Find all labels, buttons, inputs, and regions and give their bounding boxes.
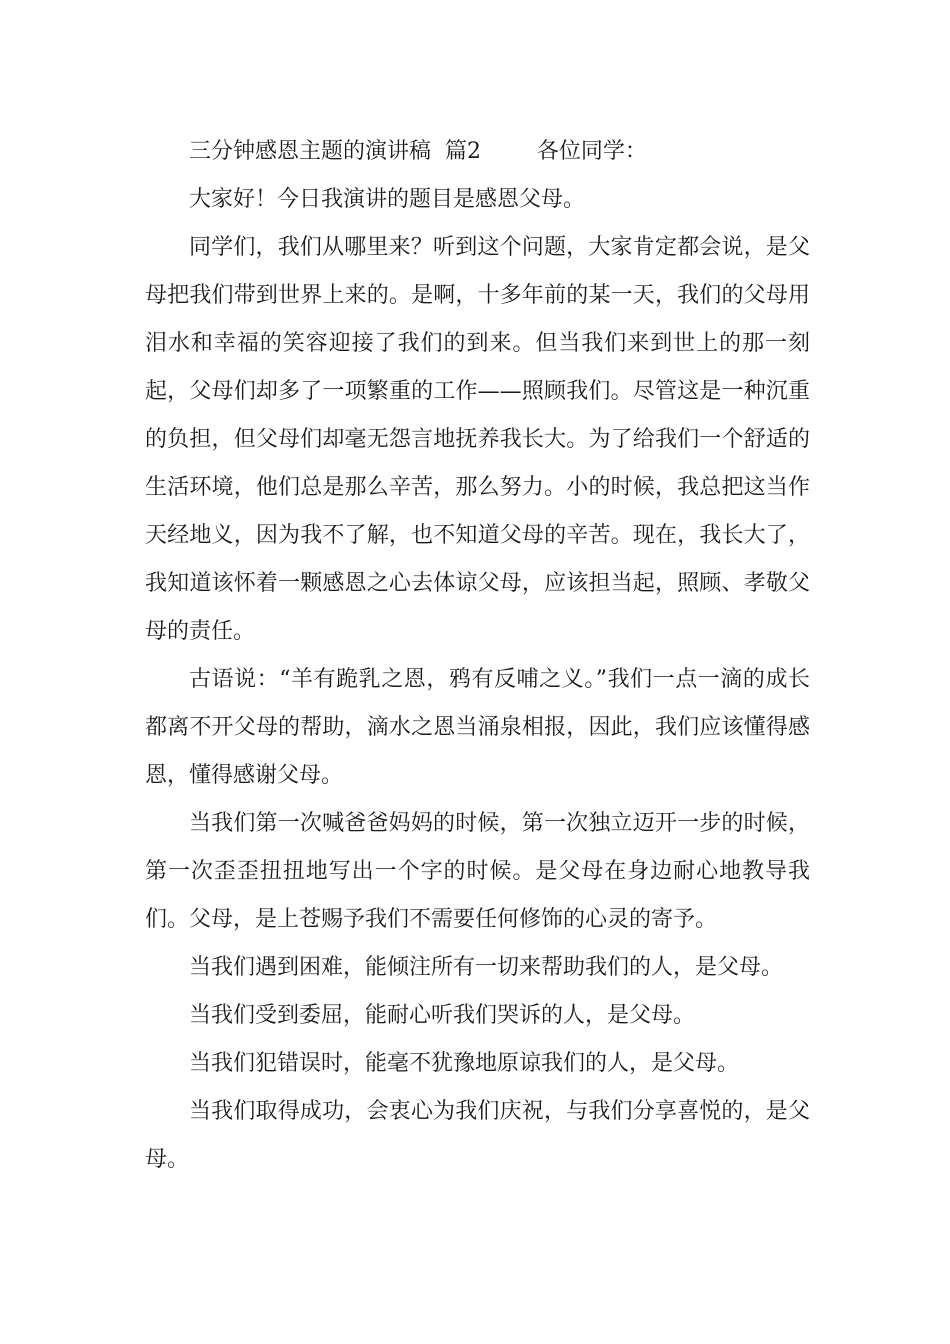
paragraph-difficulty: 当我们遇到困难，能倾注所有一切来帮助我们的人，是父母。 xyxy=(189,955,784,980)
document-body xyxy=(145,128,810,1184)
paragraph-greeting: 大家好！今日我演讲的题目是感恩父母。 xyxy=(189,187,586,212)
paragraph-where-from: 同学们，我们从哪里来？听到这个问题，大家肯定都会说，是父母把我们带到世界上来的。是啊，十多年前的某一天，我们的父母用泪水和幸福的笑容迎接了我们的到来。但当我们来到世上的那一刻起，父母们却多了一项繁重的工作——照顾我们。尽管这是一种沉重的负担，但父母们却毫无怨言地抚养我长大。为了给我们一个舒适的生活环境，他们总是那么辛苦，那么努力。小的时候，我总把这当作天经地义，因为我不了解，也不知道父母的辛苦。现在，我长大了，我知道该怀着一颗感恩之心去体谅父母，应该担当起，照顾、孝敬父母的责任。 xyxy=(145,235,810,644)
paragraph-first-time: 当我们第一次喊爸爸妈妈的时候，第一次独立迈开一步的时候，第一次歪歪扭扭地写出一个字的时候。是父母在身边耐心地教导我们。父母，是上苍赐予我们不需要任何修饰的心灵的寄予。 xyxy=(145,811,810,932)
paragraph-success: 当我们取得成功，会衷心为我们庆祝，与我们分享喜悦的，是父母。 xyxy=(145,1099,810,1172)
paragraph-proverb: 古语说：“羊有跪乳之恩，鸦有反哺之义。”我们一点一滴的成长都离不开父母的帮助，滴水之恩当涌泉相报，因此，我们应该懂得感恩，懂得感谢父母。 xyxy=(145,667,810,788)
paragraph-mistake: 当我们犯错误时，能毫不犹豫地原谅我们的人，是父母。 xyxy=(189,1051,740,1076)
paragraph-grievance: 当我们受到委屈，能耐心听我们哭诉的人，是父母。 xyxy=(189,1003,696,1028)
document-heading: 三分钟感恩主题的演讲稿 篇2 各位同学： xyxy=(189,139,647,164)
